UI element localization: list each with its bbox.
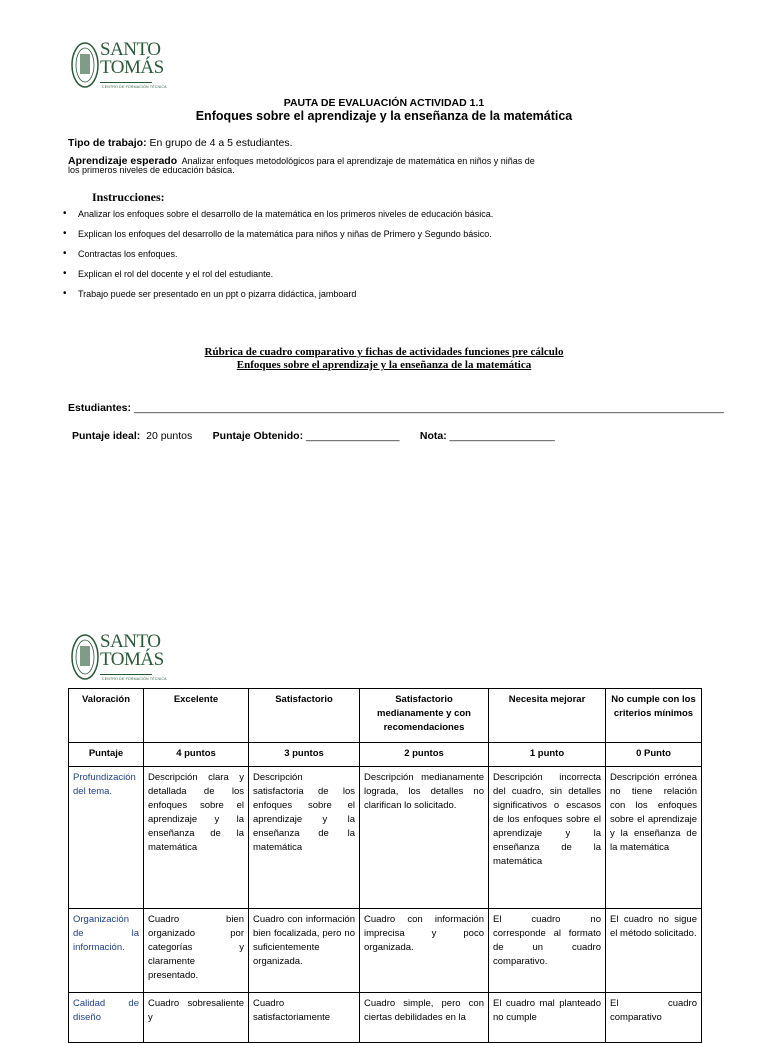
table-cell: El cuadro comparativo (606, 993, 702, 1043)
students-line (68, 402, 724, 414)
table-cell: El cuadro no sigue el método solicitado. (606, 909, 702, 993)
table-cell: Cuadro bien organizado por categorías y claramente presentado. (144, 909, 249, 993)
criterion-cell: Calidad de diseño (69, 993, 144, 1043)
obtained-score-blank[interactable]: ________________ (306, 430, 400, 442)
table-cell: Cuadro satisfactoriamente (249, 993, 360, 1043)
work-type-value: En grupo de 4 a 5 estudiantes. (149, 137, 293, 149)
criterion-cell: Profundización del tema. (69, 767, 144, 909)
logo-text-tomas: TOMÁS (100, 649, 164, 670)
table-cell: Descripción medianamente lograda, los detalles no clarifican lo solicitado. (360, 767, 489, 909)
header-cell: Necesita mejorar (489, 689, 606, 743)
logo-divider (100, 82, 152, 83)
logo-santo-tomas (70, 40, 170, 96)
logo-divider (100, 674, 152, 675)
table-cell: Cuadro sobresaliente y (144, 993, 249, 1043)
table-cell: Descripción errónea no tiene relación con los enfoques sobre el aprendizaje y la enseñanza de la matemática (606, 767, 702, 909)
expected-learning-value-1: Analizar enfoques metodológicos para el aprendizaje de matemática en niños y niñas de (181, 156, 535, 166)
obtained-score-label: Puntaje Obtenido: (212, 430, 304, 442)
table-cell: Cuadro simple, pero con ciertas debilidades en la (360, 993, 489, 1043)
logo-text-tomas: TOMÁS (100, 57, 164, 78)
rubric-title-2: Enfoques sobre el aprendizaje y la enseñanza de la matemática (236, 359, 532, 371)
ideal-score-value: 20 puntos (146, 430, 193, 442)
table-row (69, 993, 702, 1043)
doc-subtitle: Enfoques sobre el aprendizaje y la enseñanza de la matemática (195, 109, 573, 123)
table-cell: Cuadro con información bien focalizada, pero no suficientemente organizada. (249, 909, 360, 993)
logo-santo-tomas-2 (70, 632, 170, 688)
rubric-table (68, 688, 702, 1043)
table-row (69, 767, 702, 909)
header-cell: Valoración (69, 689, 144, 743)
instruction-item: • Contractas los enfoques. (78, 249, 178, 259)
points-cell: 3 puntos (249, 743, 360, 767)
points-cell: 1 punto (489, 743, 606, 767)
points-row (69, 743, 702, 767)
instructions-title: Instrucciones: (92, 190, 165, 204)
logo-subtitle: CENTRO DE FORMACIÓN TÉCNICA (102, 85, 167, 89)
table-cell: Descripción clara y detallada de los enfoques sobre el aprendizaje y la enseñanza de la matemática (144, 767, 249, 909)
instruction-item: • Explican el rol del docente y el rol del estudiante. (78, 269, 273, 279)
seal-icon (70, 40, 100, 90)
header-cell: Satisfactorio medianamente y con recomendaciones (360, 689, 489, 743)
expected-learning-value-2: los primeros niveles de educación básica. (68, 165, 235, 175)
table-cell: Descripción incorrecta del cuadro, sin detalles significativos o escasos de los enfoques sobre el aprendizaje y la enseñanza de la matemática (489, 767, 606, 909)
header-row (69, 689, 702, 743)
work-type-label: Tipo de trabajo: (68, 137, 147, 149)
header-cell: Excelente (144, 689, 249, 743)
instruction-item: • Trabajo puede ser presentado en un ppt o pizarra didáctica, jamboard (78, 289, 356, 299)
instruction-item: • Analizar los enfoques sobre el desarrollo de la matemática en los primeros niveles de educación básica. (78, 209, 493, 219)
points-cell: 0 Punto (606, 743, 702, 767)
table-cell: El cuadro no corresponde al formato de un cuadro comparativo. (489, 909, 606, 993)
grade-blank[interactable]: __________________ (449, 430, 555, 442)
doc-title: PAUTA DE EVALUACIÓN ACTIVIDAD 1.1 (283, 97, 485, 109)
logo-text-santo: SANTO (100, 631, 161, 652)
students-label: Estudiantes: (68, 402, 132, 414)
points-cell: 2 puntos (360, 743, 489, 767)
expected-learning-label: Aprendizaje esperado (68, 155, 178, 167)
grade-label: Nota: (419, 430, 447, 442)
logo-subtitle: CENTRO DE FORMACIÓN TÉCNICA (102, 677, 167, 681)
header-cell: Satisfactorio (249, 689, 360, 743)
instruction-item: • Explican los enfoques del desarrollo de la matemática para niños y niñas de Primero y Segundo básico. (78, 229, 492, 239)
logo-text-santo: SANTO (100, 39, 161, 60)
table-cell: El cuadro mal planteado no cumple (489, 993, 606, 1043)
students-blank[interactable]: _____________________________________________________________________________________________________ (133, 402, 724, 414)
rubric-title-1: Rúbrica de cuadro comparativo y fichas de actividades funciones pre cálculo (204, 346, 564, 358)
points-cell: 4 puntos (144, 743, 249, 767)
table-cell: Cuadro con información imprecisa y poco organizada. (360, 909, 489, 993)
header-cell: No cumple con los criterios mínimos (606, 689, 702, 743)
criterion-cell: Organización de la información. (69, 909, 144, 993)
score-line (72, 430, 555, 442)
table-cell: Descripción satisfactoria de los enfoques sobre el aprendizaje y la enseñanza de la matemática (249, 767, 360, 909)
points-cell: Puntaje (69, 743, 144, 767)
ideal-score-label: Puntaje ideal: (72, 430, 141, 442)
work-type-line (68, 137, 293, 149)
seal-icon (70, 632, 100, 682)
table-row (69, 909, 702, 993)
